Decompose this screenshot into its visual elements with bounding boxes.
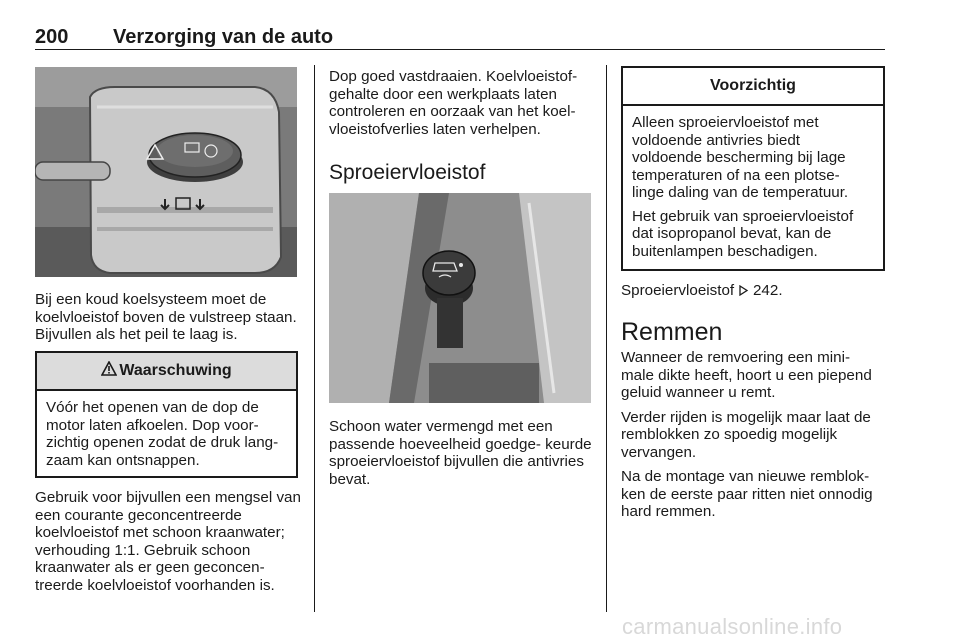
caution-title: Voorzichtig <box>710 77 796 94</box>
paragraph: Gebruik voor bijvullen een mengsel van een courante geconcentreerde koelvloeistof met schoon kraanwater; verhouding 1:1. Gebruik schoon kraanwater als er geen geconcen- treerde koelvloeistof voorhanden is. <box>35 489 301 594</box>
paragraph: Verder rijden is mogelijk maar laat de remblokken zo spoedig mogelijk vervangen. <box>621 408 871 461</box>
warning-box <box>35 351 298 478</box>
coolant-level-text <box>35 291 303 344</box>
paragraph-line: Wanneer de remvoering een mini- <box>621 349 851 366</box>
section-heading-brakes: Remmen <box>621 318 723 346</box>
paragraph-line: male dikte heeft, hoort u een piepend <box>621 366 872 384</box>
washer-fluid-photo <box>329 193 591 403</box>
washer-fluid-text <box>329 418 597 488</box>
reference-label: Sproeiervloeistof <box>621 282 735 299</box>
caution-box <box>621 66 885 271</box>
page-number: 200 <box>35 26 69 48</box>
warning-box-body <box>37 391 296 469</box>
brakes-text <box>621 349 889 521</box>
column-divider-1 <box>314 65 315 612</box>
coolant-reservoir-photo <box>35 67 297 277</box>
paragraph-line: geluid wanneer u remt. <box>621 384 776 401</box>
warning-title: Waarschuwing <box>119 362 232 379</box>
paragraph: Na de montage van nieuwe remblok- ken de eerste paar ritten niet onnodig hard remmen. <box>621 468 873 520</box>
cap-tighten-text <box>329 68 597 138</box>
warning-box-header <box>37 353 296 391</box>
reference-page-number: 242. <box>752 282 783 299</box>
washer-fluid-reference[interactable] <box>621 282 885 300</box>
paragraph: Bij een koud koelsysteem moet de koelvloeistof boven de vulstreep staan. Bijvullen als het peil te laag is. <box>35 291 297 343</box>
caution-text-1: Alleen sproeiervloeistof met voldoende antivries biedt voldoende bescherming bij lage temperaturen of na een plotse- linge daling van de temperatuur. <box>632 114 849 201</box>
page-reference-icon <box>738 283 753 298</box>
paragraph: Dop goed vastdraaien. Koelvloeistof- gehalte door een werkplaats laten controleren en oorzaak van het koel- vloeistofverlies laten verhelpen. <box>329 68 578 138</box>
header-rule <box>35 49 885 50</box>
coolant-mixture-text <box>35 489 305 594</box>
caution-box-body <box>623 106 883 260</box>
warning-text: Vóór het openen van de dop de motor laten afkoelen. Dop voor- zichtig openen zodat de druk lang- zaam kan ontsnappen. <box>46 399 279 469</box>
paragraph: Schoon water vermengd met een passende hoeveelheid goedge- keurde sproeiervloeistof bijvullen die antivries bevat. <box>329 418 592 488</box>
caution-box-header <box>623 68 883 106</box>
page-title: Verzorging van de auto <box>113 26 334 48</box>
column-divider-2 <box>606 65 607 612</box>
watermark: carmanualsonline.info <box>622 614 843 639</box>
warning-triangle-icon <box>101 361 117 381</box>
section-heading-washer-fluid: Sproeiervloeistof <box>329 161 486 184</box>
caution-text-2: Het gebruik van sproeiervloeistof dat isopropanol bevat, kan de buitenlampen beschadigen. <box>632 207 854 260</box>
